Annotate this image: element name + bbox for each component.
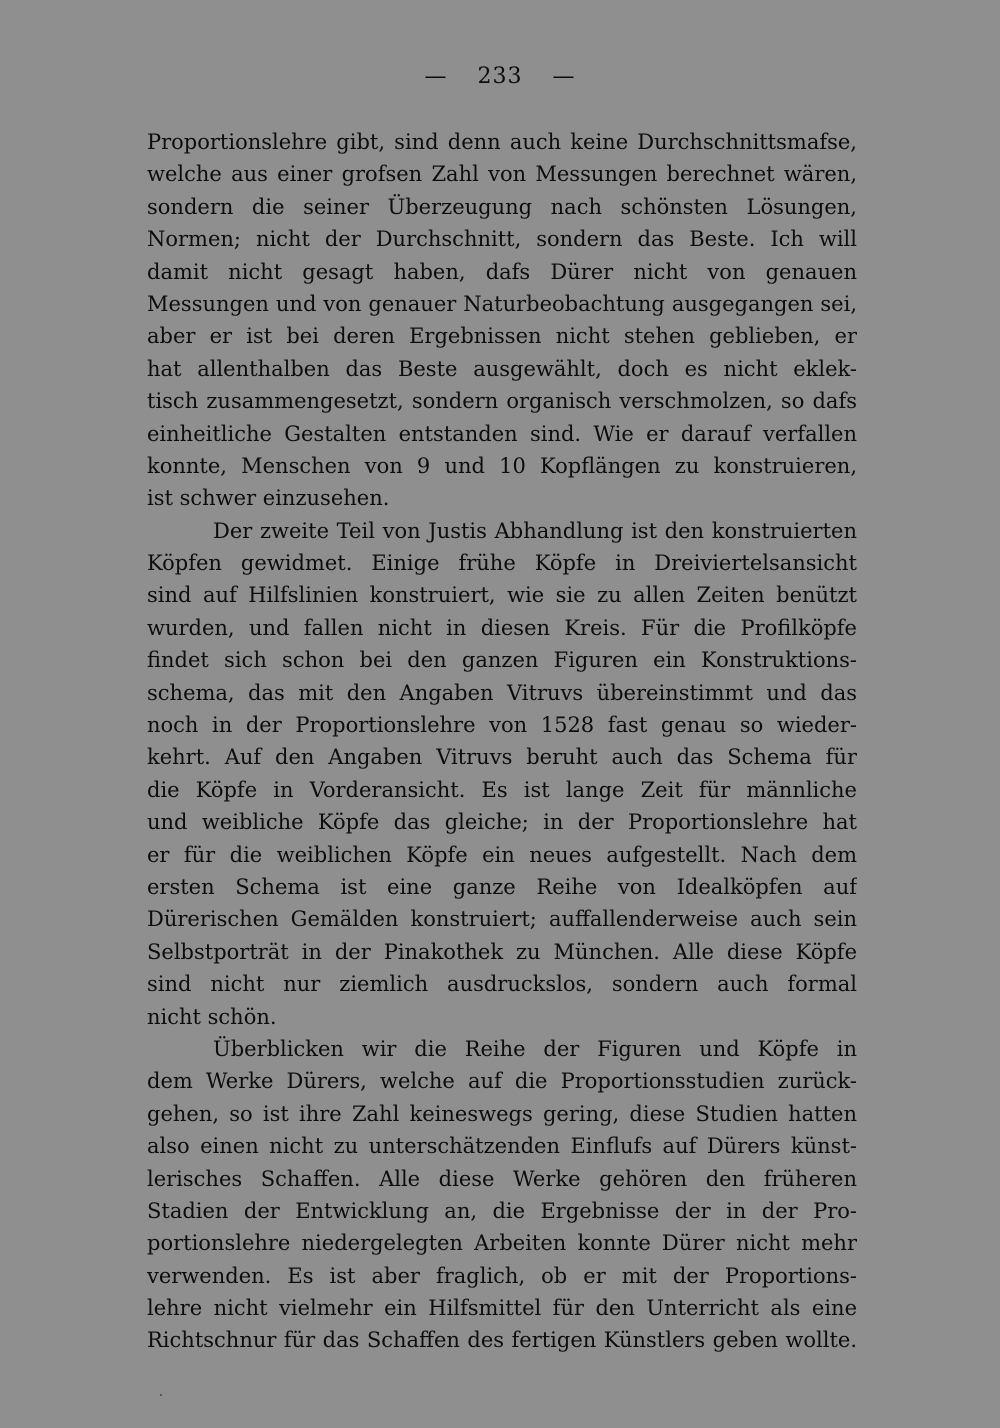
- text-line: tisch zusammengesetzt, sondern organisch verschmolzen, so dafs: [147, 389, 857, 414]
- text-line: sind nicht nur ziemlich ausdruckslos, sondern auch formal: [147, 972, 857, 997]
- text-line: er für die weiblichen Köpfe ein neues aufgestellt. Nach dem: [147, 842, 857, 867]
- header-dash-right: —: [552, 64, 576, 89]
- text-line: Überblicken wir die Reihe der Figuren und Köpfe in: [213, 1036, 857, 1061]
- text-line: verwenden. Es ist aber fraglich, ob er mit der Proportions-: [147, 1263, 857, 1288]
- text-line: Richtschnur für das Schaffen des fertigen Künstlers geben wollte.: [147, 1328, 857, 1353]
- text-line: die Köpfe in Vorderansicht. Es ist lange Zeit für männliche: [147, 777, 857, 802]
- text-line: welche aus einer grofsen Zahl von Messungen berechnet wären,: [147, 162, 857, 187]
- text-line: Proportionslehre gibt, sind denn auch keine Durchschnittsmafse,: [147, 130, 857, 154]
- text-line: kehrt. Auf den Angaben Vitruvs beruht auch das Schema für: [147, 745, 857, 770]
- text-line: dem Werke Dürers, welche auf die Proportionsstudien zurück-: [147, 1069, 857, 1094]
- text-line: Stadien der Entwicklung an, die Ergebnisse der in der Pro-: [147, 1198, 857, 1223]
- text-line: Dürerischen Gemälden konstruiert; auffallenderweise auch sein: [147, 907, 857, 932]
- text-line: lerisches Schaffen. Alle diese Werke gehören den früheren: [147, 1166, 857, 1191]
- text-line: schema, das mit den Angaben Vitruvs übereinstimmt und das: [147, 680, 857, 705]
- text-line: Der zweite Teil von Justis Abhandlung ist den konstruierten: [213, 518, 857, 543]
- text-line: nicht schön.: [147, 1004, 277, 1029]
- body-text: [147, 126, 857, 1357]
- text-line: noch in der Proportionslehre von 1528 fast genau so wieder-: [147, 713, 857, 738]
- page-number: 233: [477, 64, 523, 89]
- text-line: Köpfen gewidmet. Einige frühe Köpfe in Dreiviertelsansicht: [147, 551, 857, 576]
- text-line: findet sich schon bei den ganzen Figuren ein Konstruktions-: [147, 648, 857, 673]
- text-line: aber er ist bei deren Ergebnissen nicht stehen geblieben, er: [147, 324, 857, 349]
- text-line: hat allenthalben das Beste ausgewählt, doch es nicht eklek-: [147, 356, 857, 381]
- text-line: Messungen und von genauer Naturbeobachtung ausgegangen sei,: [147, 291, 857, 316]
- text-line: also einen nicht zu unterschätzenden Einflufs auf Dürers künst-: [147, 1134, 857, 1159]
- text-line: portionslehre niedergelegten Arbeiten konnte Dürer nicht mehr: [147, 1231, 857, 1256]
- text-line: und weibliche Köpfe das gleiche; in der Proportionslehre hat: [147, 810, 857, 835]
- page-header: [0, 64, 1000, 89]
- text-line: gehen, so ist ihre Zahl keineswegs gering, diese Studien hatten: [147, 1101, 857, 1126]
- text-line: Selbstporträt in der Pinakothek zu München. Alle diese Köpfe: [147, 939, 857, 964]
- text-line: ersten Schema ist eine ganze Reihe von Idealköpfen auf: [147, 874, 857, 899]
- text-line: sind auf Hilfslinien konstruiert, wie sie zu allen Zeiten benützt: [147, 583, 857, 608]
- scan-speck: [160, 1394, 162, 1396]
- text-line: damit nicht gesagt haben, dafs Dürer nicht von genauen: [147, 259, 857, 284]
- text-line: Normen; nicht der Durchschnitt, sondern das Beste. Ich will: [147, 227, 857, 252]
- text-line: lehre nicht vielmehr ein Hilfsmittel für den Unterricht als eine: [147, 1296, 857, 1321]
- text-line: sondern die seiner Überzeugung nach schönsten Lösungen,: [147, 194, 857, 219]
- header-dash-left: —: [424, 64, 448, 89]
- text-line: konnte, Menschen von 9 und 10 Kopflängen zu konstruieren,: [147, 453, 857, 478]
- text-line: ist schwer einzusehen.: [147, 486, 390, 511]
- text-line: einheitliche Gestalten entstanden sind. Wie er darauf verfallen: [147, 421, 857, 446]
- text-line: wurden, und fallen nicht in diesen Kreis. Für die Profilköpfe: [147, 615, 857, 640]
